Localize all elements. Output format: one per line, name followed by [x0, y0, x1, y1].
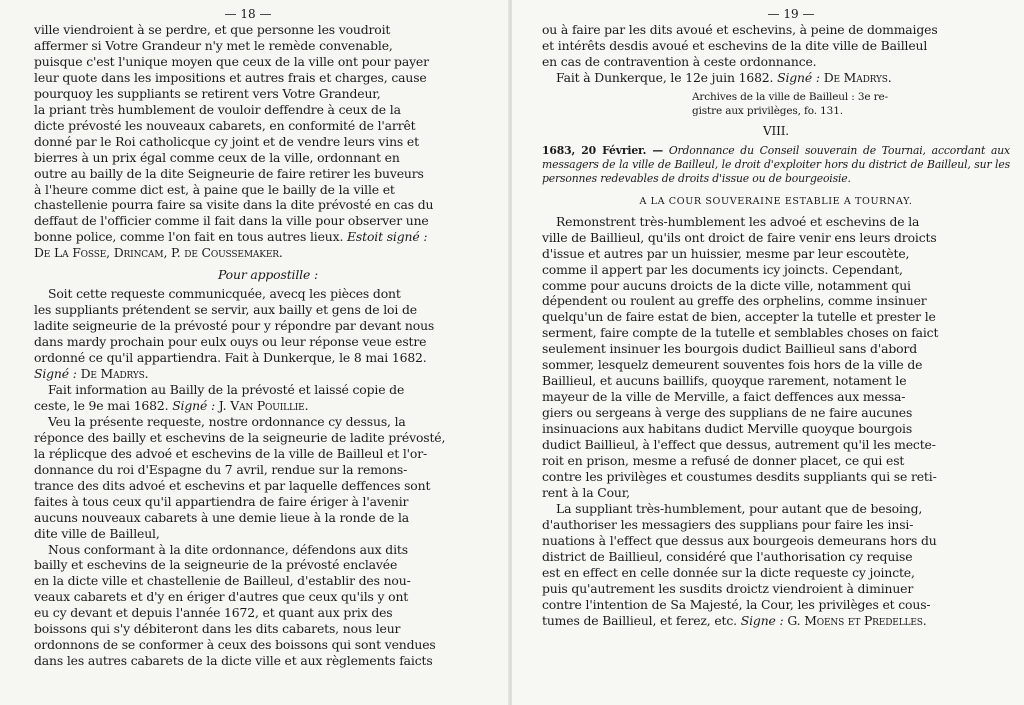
text-line: puisque c'est l'unique moyen que ceux de la ville ont pour payer: [34, 53, 429, 69]
text-line: rent à la Cour,: [542, 484, 630, 500]
signatories: De La Fosse, Drincam, P. de Coussemaker.: [34, 245, 283, 261]
signed-label: Signé :: [34, 366, 77, 382]
text-line: ordonné ce qu'il appartiendra. Fait à Dunkerque, le 8 mai 1682.: [34, 350, 427, 366]
text-line: aucuns nouveaux cabarets à une demie lieue à la ronde de la: [34, 509, 409, 525]
signed-label: Signé :: [168, 397, 215, 413]
signatory: G. Moens et Predelles.: [783, 612, 927, 628]
text-line: bonne police, comme l'on fait en tous autres lieux. Estoit signé :: [34, 229, 428, 245]
text-line: dicte prévosté les nouveaux cabarets, en conformité de l'arrêt: [34, 117, 416, 133]
text-line: Soit cette requeste communicquée, avecq les pièces dont: [48, 286, 401, 302]
text-line: réponce des bailly et eschevins de la seigneurie de ladite prévosté,: [34, 429, 446, 445]
text-line: serment, faire compte de la tutelle et semblables choses on faict: [542, 325, 939, 341]
text-line: sommer, lesquelz demeurent souventes fois hors de la ville de: [542, 357, 923, 373]
text-line: chastellenie pourra faire sa visite dans la dite prévosté en cas du: [34, 197, 434, 213]
text-line: bailly et eschevins de la seigneurie de la prévosté enclavée: [34, 557, 398, 573]
text-line: d'authoriser les messagiers des supplians pour faire les insi-: [542, 516, 914, 532]
text-line: outre au bailly de la dite Seigneurie de faire retirer les buveurs: [34, 165, 424, 181]
text-line: ordonnons de se conformer à ceux des boissons qui sont vendues: [34, 637, 436, 653]
text-line: donné par le Roi catholicque cy joint et de vendre leurs vins et: [34, 133, 419, 149]
signatory: J. Van Pouillie.: [214, 397, 309, 413]
text-line: contre les privilèges et coustumes desdits suppliants qui se reti-: [542, 468, 937, 484]
text-line: affermer si Votre Grandeur n'y met le remède convenable,: [34, 37, 393, 53]
page-number: — 19 —: [767, 7, 815, 21]
text-line: dite ville de Bailleul,: [34, 525, 160, 541]
text-line: en cas de contravention à ceste ordonnance.: [542, 53, 817, 69]
apostille-title: Pour appostille :: [218, 267, 318, 283]
text-line: La suppliant très-humblement, pour autant que de besoing,: [556, 500, 923, 516]
text-line: Remonstrent très-humblement les advoé et eschevins de la: [556, 213, 920, 229]
text-line: pourquoy les suppliants se retirent vers Votre Grandeur,: [34, 85, 381, 101]
text-line: puis qu'autrement les susdits droictz viendroient à diminuer: [542, 580, 914, 596]
right-text: [542, 22, 1010, 629]
signed-label: Signé :: [777, 69, 820, 85]
text-line: Nous conformant à la dite ordonnance, défendons aux dits: [48, 541, 408, 557]
heading-date: 1683, 20 Février. —: [542, 143, 663, 157]
text-line: d'issue et autres par un huissier, mesme par leur escoutète,: [542, 245, 910, 261]
text-line: bierres à un prix égal comme ceux de la ville, ordonnant en: [34, 149, 400, 165]
text-line: dudict Baillieul, à l'effect que dessus, autrement qu'il les mecte-: [542, 437, 936, 453]
text-line: Archives de la ville de Bailleul : 3e re-: [692, 90, 888, 103]
text-line: seulement insinuer les bourgois dudict Baillieul sans d'abord: [542, 341, 917, 357]
text-line: et intérêts desdis avoué et eschevins de la dite ville de Bailleul: [542, 37, 928, 53]
heading-text: Ordonnance du Conseil souverain de Tournai, accordant aux messagers de la ville de Bailleul, le droit d'exploiter hors du district de Bailleul, sur les personnes redevables de droits d'issue ou de bourgeoisie.: [542, 143, 1010, 185]
continuation-paragraph: [542, 22, 1010, 70]
text-line: ville de Baillieul, qu'ils ont droict de faire venir ens leurs droicts: [542, 229, 937, 245]
text-line: district de Baillieul, considéré que l'authorisation cy requise: [542, 548, 913, 564]
text-line: à l'heure comme dict est, à paine que le bailly de la ville et: [34, 181, 395, 197]
date-line: [542, 70, 1010, 86]
text-line: la réplicque des advoé et eschevins de la ville de Bailleul et l'or-: [34, 445, 428, 461]
text-line: ou à faire par les dits avoué et eschevins, à peine de dommaiges: [542, 22, 938, 37]
page-number: — 18 —: [224, 7, 272, 21]
text-line: dans mardy prochain pour eulx ouys ou leur réponse veue estre: [34, 334, 427, 350]
text-line: tumes de Baillieul, et ferez, etc. Signe : G. Moens et Predelles.: [542, 612, 927, 628]
left-text: [34, 22, 502, 669]
veu-paragraph: [34, 414, 502, 542]
archives-reference: [692, 90, 1010, 118]
information-paragraph: [34, 382, 502, 414]
text-line: comme il appert par les documents icy joincts. Cependant,: [542, 261, 903, 277]
text-line: la priant très humblement de vouloir deffendre à ceux de la: [34, 101, 401, 117]
signed-label: Estoit signé :: [343, 229, 428, 245]
signed-label: Signe :: [736, 612, 784, 628]
text-line: ceste, le 9e mai 1682. Signé : J. Van Pouillie.: [34, 397, 309, 413]
text-line: boissons qui s'y débiteront dans les dits cabarets, nous leur: [34, 621, 401, 637]
apostille-paragraph: [34, 286, 502, 366]
text-line: est en effect en celle donnée sur la dicte requeste cy joincte,: [542, 564, 915, 580]
text-line: gistre aux privilèges, fo. 131.: [692, 104, 843, 117]
section-numeral: VIII.: [763, 123, 789, 138]
fait-line: Fait à Dunkerque, le 12e juin 1682.: [556, 69, 774, 85]
text-line: dépendent ou roulent au greffe des orphelins, comme insinuer: [542, 293, 927, 309]
text-line: Fait information au Bailly de la prévosté et laissé copie de: [48, 381, 405, 397]
right-page: [512, 0, 1024, 705]
ordinance-paragraph: [34, 542, 502, 670]
text-line: donnance du roi d'Espagne du 7 avril, rendue sur la remons-: [34, 461, 408, 477]
signatory: De Madrys.: [823, 69, 892, 85]
text-line: giers ou sergeans à verge des supplians de ne faire aucunes: [542, 405, 913, 421]
text-line: contre l'intention de Sa Majesté, la Cour, les privilèges et cous-: [542, 596, 931, 612]
text-line: insinuacions aux habitans dudict Merville quoyque bourgois: [542, 421, 913, 437]
left-page: [0, 0, 510, 705]
signatory: De Madrys.: [80, 366, 149, 382]
text-line: roit en prison, mesme a refusé de donner placet, ce qui est: [542, 453, 905, 469]
text-line: leur quote dans les impositions et autres frais et charges, cause: [34, 69, 427, 85]
remonstrance-paragraph: [542, 214, 1010, 501]
text-line: faites à tous ceux qu'il appartiendra de faire ériger à l'avenir: [34, 493, 409, 509]
text-line: quelqu'un de faire estat de bien, accepter la tutelle et prester le: [542, 309, 936, 325]
text-line: Veu la présente requeste, nostre ordonnance cy dessus, la: [48, 413, 406, 429]
text-line: veaux cabarets et d'y en ériger d'autres que ceux qu'ils y ont: [34, 589, 409, 605]
text-line: eu cy devant et depuis l'année 1672, et quant aux prix des: [34, 605, 393, 621]
text-line: deffaut de l'officier comme il fait dans la ville pour observer une: [34, 213, 429, 229]
text-line: mayeur de la ville de Merville, a faict deffences aux messa-: [542, 389, 906, 405]
text-line: Baillieul, et aucuns baillifs, quoyque rarement, notament le: [542, 373, 907, 389]
court-title: A LA COUR SOUVERAINE ESTABLIE A TOURNAY.: [639, 195, 913, 207]
text-line: ladite seigneurie de la prévosté pour y répondre par devant nous: [34, 318, 435, 334]
text-line: trance des dits advoé et eschevins et par laquelle deffences sont: [34, 477, 431, 493]
signature-line: [34, 245, 502, 261]
signature-line: [34, 366, 502, 382]
petition-paragraph: [34, 22, 502, 245]
text-line: les suppliants prétendent se servir, aux bailly et gens de loi de: [34, 302, 417, 318]
text-line: dans les autres cabarets de la dicte ville et aux règlements faicts: [34, 653, 433, 669]
text-line: ville viendroient à se perdre, et que personne les voudroit: [34, 22, 391, 37]
document-heading: [542, 144, 1010, 186]
text-line: en la dicte ville et chastellenie de Bailleul, d'establir des nou-: [34, 573, 411, 589]
text-line: nuations à l'effect que dessus aux bourgeois demeurans hors du: [542, 532, 937, 548]
text-line: comme pour aucuns droicts de la dicte ville, notamment qui: [542, 277, 911, 293]
closing-paragraph: [542, 501, 1010, 629]
